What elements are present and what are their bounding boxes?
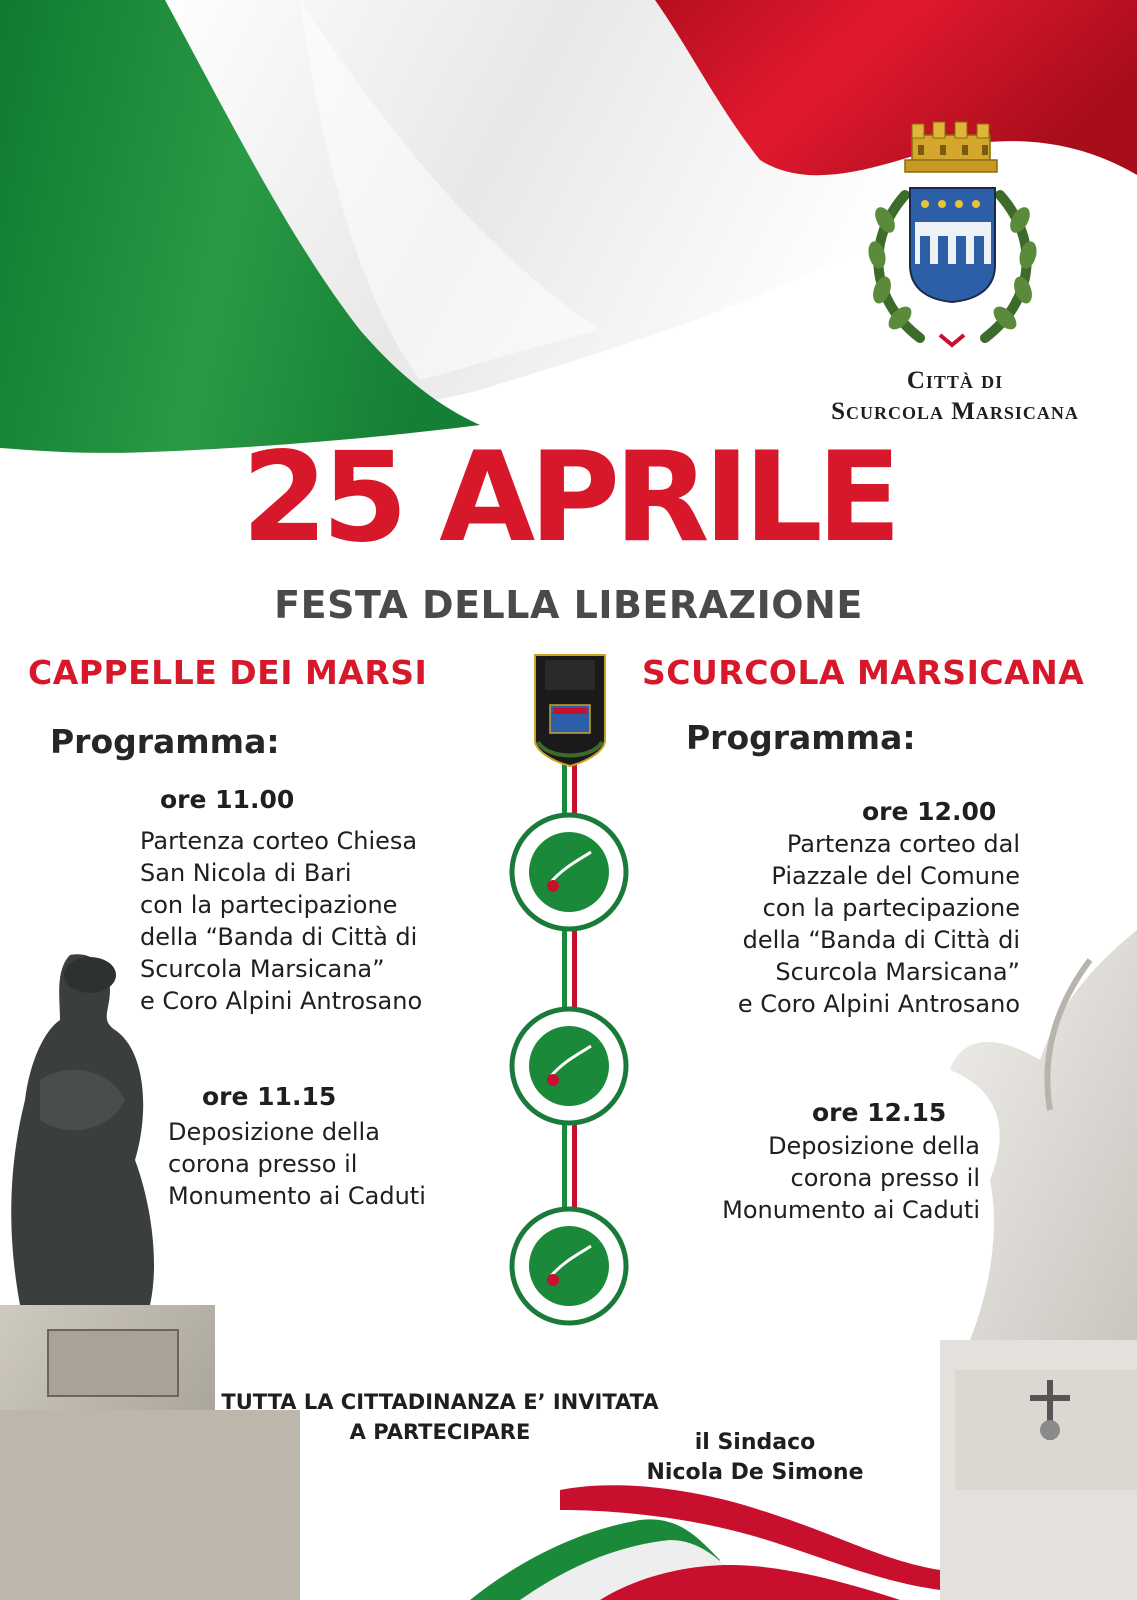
description-line: Partenza corteo dal [786, 830, 1020, 858]
description-line: con la partecipazione [762, 894, 1020, 922]
signature-name: Nicola De Simone [646, 1460, 864, 1485]
description-line: della “Banda di Città di [140, 923, 418, 951]
left-event-2-description [168, 1116, 426, 1212]
description-line: corona presso il [790, 1164, 980, 1192]
description-line: Monumento ai Caduti [722, 1196, 980, 1224]
left-monument [0, 954, 300, 1600]
description-line: Deposizione della [768, 1132, 980, 1160]
description-line: Partenza corteo Chiesa [140, 827, 418, 855]
description-line: Scurcola Marsicana” [775, 958, 1020, 986]
right-event-2-description [640, 1130, 980, 1226]
description-line: Piazzale del Comune [771, 862, 1020, 890]
signature-title: il Sindaco [694, 1430, 816, 1455]
left-event-1-description [140, 825, 422, 1017]
description-line: Scurcola Marsicana” [140, 955, 385, 983]
city-name-line1: Città di [906, 367, 1004, 394]
description-line: con la partecipazione [140, 891, 398, 919]
description-line: e Coro Alpini Antrosano [140, 987, 423, 1015]
right-program-label: Programma: [686, 718, 916, 757]
headline-title: 25 APRILE [241, 426, 896, 570]
left-program-label: Programma: [50, 722, 280, 761]
left-event-2-time: ore 11.15 [202, 1082, 337, 1111]
right-monument [940, 930, 1137, 1600]
city-name-line2: Scurcola Marsicana [831, 398, 1079, 425]
description-line: Monumento ai Caduti [168, 1182, 426, 1210]
right-event-1-description [640, 828, 1020, 1020]
right-event-2-time: ore 12.15 [812, 1098, 947, 1127]
description-line: San Nicola di Bari [140, 859, 352, 887]
headline-subtitle: FESTA DELLA LIBERAZIONE [274, 583, 863, 627]
alpini-badges [512, 815, 626, 1323]
invite-line-1: TUTTA LA CITTADINANZA E’ INVITATA [221, 1390, 659, 1414]
left-event-1-time: ore 11.00 [160, 785, 295, 814]
description-line: della “Banda di Città di [742, 926, 1020, 954]
description-line: e Coro Alpini Antrosano [737, 990, 1020, 1018]
right-town-title: SCURCOLA MARSICANA [642, 653, 1085, 692]
band-badge [535, 655, 605, 766]
left-town-title: CAPPELLE DEI MARSI [28, 653, 428, 692]
description-line: Deposizione della [168, 1118, 380, 1146]
right-event-1-time: ore 12.00 [862, 797, 997, 826]
invite-line-2: A PARTECIPARE [349, 1420, 531, 1444]
bottom-flag [470, 1485, 940, 1600]
description-line: corona presso il [168, 1150, 358, 1178]
